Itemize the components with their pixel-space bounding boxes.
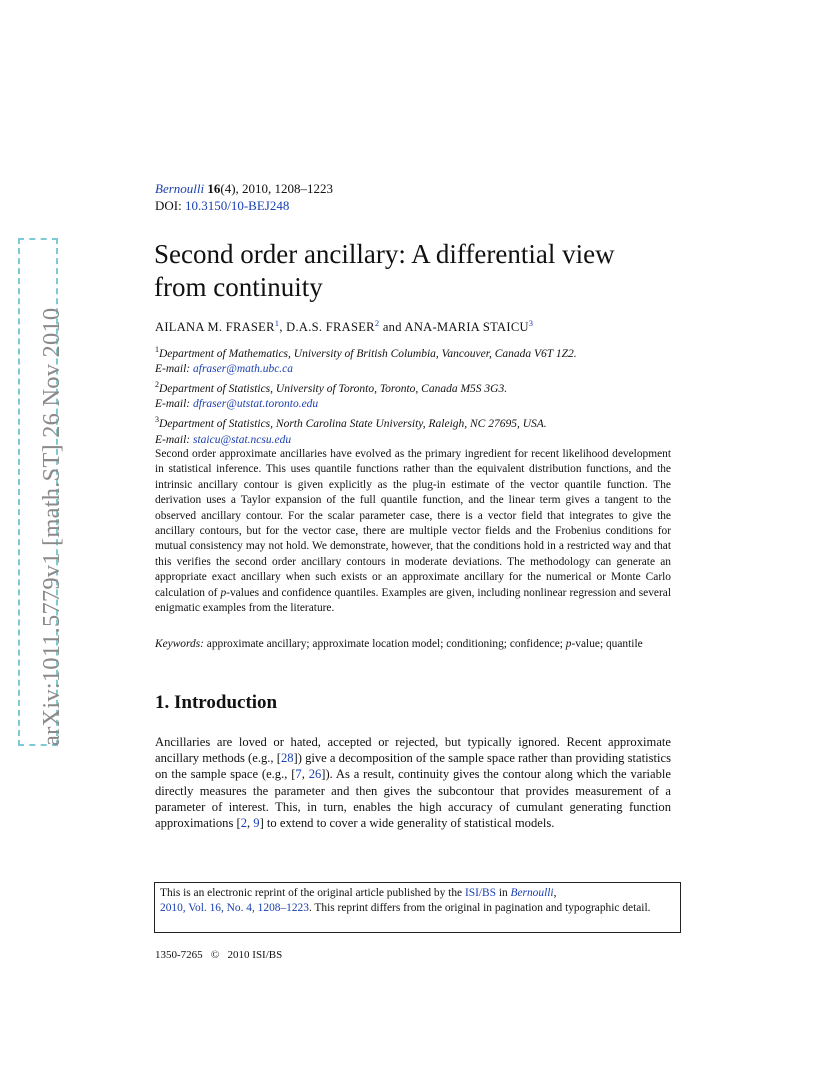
author-1-ref[interactable]: 1 bbox=[274, 318, 280, 328]
keywords-math-p: p bbox=[565, 638, 572, 650]
issn: 1350-7265 bbox=[155, 949, 203, 961]
paper-title-line1: Second order ancillary: A differential view bbox=[154, 239, 615, 269]
copyright-symbol: © bbox=[210, 949, 220, 961]
email-link[interactable]: afraser@math.ubc.ca bbox=[193, 363, 294, 376]
intro-text: ] to extend to cover a wide generality of statistical models. bbox=[259, 816, 555, 831]
affiliation-number: 1 bbox=[155, 345, 159, 354]
keywords bbox=[155, 637, 671, 652]
abstract-text: Second order approximate ancillaries have evolved as the primary ingredient for recent likelihood development in statistical inference. This uses quantile functions rather than the equivalent distribution functions, and the intrinsic ancillary contour is given explicitly as the plug-in estimate of the vector quantile function. The derivation uses a Taylor expansion of the full quantile function, and the linear term gives a tangent to the observed ancillary contour. For the scalar parameter case, there is a vector field that integrates to give the ancillary contours, but for the vector case, there are multiple vector fields and the Frobenius conditions for mutual consistency may not hold. We demonstrate, however, that the conditions hold in a restricted way and that this verifies the second order ancillary contours in moderate deviations. The methodology can generate an appropriate exact ancillary when such exists or an approximate ancillary for the numerical or Monte Carlo calculation of bbox=[155, 448, 671, 599]
journal-line bbox=[155, 180, 333, 197]
abstract-text: -values and confidence quantiles. Examples are given, including nonlinear regression and several enigmatic examples from the literature. bbox=[155, 586, 671, 615]
keywords-text: -value; quantile bbox=[571, 638, 643, 650]
journal-issue-pages: (4), 2010, 1208–1223 bbox=[220, 181, 334, 196]
reprint-text: . This reprint differs from the original in pagination and typographic detail. bbox=[308, 902, 651, 915]
affiliation-2 bbox=[155, 377, 577, 397]
reprint-notice bbox=[154, 882, 681, 933]
doi-label: DOI: bbox=[155, 198, 182, 213]
author-1: AILANA M. FRASER bbox=[155, 320, 275, 335]
affiliation-dept: Department of Mathematics, University of British Columbia, Vancouver, Canada V6T 1Z2. bbox=[159, 347, 577, 360]
email-link[interactable]: dfraser@utstat.toronto.edu bbox=[193, 398, 319, 411]
abstract-math-p: p bbox=[220, 586, 227, 599]
email-link[interactable]: staicu@stat.ncsu.edu bbox=[193, 433, 292, 446]
email-line-1 bbox=[155, 362, 577, 377]
affiliation-number: 3 bbox=[155, 415, 159, 425]
footer-copyright bbox=[155, 949, 282, 961]
abstract bbox=[155, 447, 671, 616]
email-line-2 bbox=[155, 397, 577, 412]
citation-link[interactable]: 26 bbox=[308, 767, 322, 782]
author-3-ref[interactable]: 3 bbox=[528, 318, 534, 328]
author-3: ANA-MARIA STAICU bbox=[404, 320, 529, 335]
intro-text: ]) give a decomposition of the sample space rather than providing statistics on the sample space (e.g., [ bbox=[155, 751, 671, 782]
email-label: E-mail: bbox=[155, 433, 194, 446]
journal-name-link[interactable]: Bernoulli bbox=[155, 181, 205, 196]
citation-link[interactable]: 7 bbox=[295, 767, 302, 782]
keywords-label: Keywords: bbox=[155, 638, 204, 650]
copyright-year-publisher: 2010 ISI/BS bbox=[227, 949, 283, 961]
doi-link[interactable]: 10.3150/10-BEJ248 bbox=[184, 198, 290, 213]
paper-title-line2: from continuity bbox=[154, 272, 323, 302]
section-heading: 1. Introduction bbox=[155, 692, 278, 713]
citation-link[interactable]: 2 bbox=[240, 816, 247, 831]
email-label: E-mail: bbox=[155, 398, 194, 411]
affiliation-1 bbox=[155, 342, 577, 362]
affiliations bbox=[155, 342, 577, 448]
email-label: E-mail: bbox=[155, 363, 194, 376]
citation-link[interactable]: 28 bbox=[280, 751, 294, 766]
journal-link[interactable]: Bernoulli bbox=[510, 887, 554, 899]
keywords-text: approximate ancillary; approximate location model; conditioning; confidence; bbox=[203, 638, 566, 650]
affiliation-dept: Department of Statistics, North Carolina State University, Raleigh, NC 27695, USA. bbox=[159, 418, 547, 431]
paper-title bbox=[154, 238, 714, 304]
affiliation-3 bbox=[155, 412, 577, 432]
reprint-text: , bbox=[553, 887, 557, 899]
author-separator: and bbox=[379, 320, 405, 335]
doi-line bbox=[155, 197, 333, 214]
intro-text: , bbox=[247, 816, 254, 831]
arxiv-stamp: arXiv:1011.5779v1 [math.ST] 26 Nov 2010 bbox=[38, 307, 65, 746]
author-list bbox=[155, 318, 533, 335]
journal-volume: 16 bbox=[207, 181, 221, 196]
affiliation-number: 2 bbox=[155, 380, 159, 390]
author-separator: , bbox=[279, 320, 287, 335]
intro-text: ]). As a result, continuity gives the contour along which the variable directly measures the parameter and then gives the subcontour that provides measurement of a parameter of interest. This, in turn, enables the high accuracy of cumulant generating function approximations [ bbox=[155, 767, 671, 831]
publisher-link[interactable]: ISI/BS bbox=[464, 887, 496, 899]
reprint-text: This is an electronic reprint of the original article published by the bbox=[160, 887, 465, 899]
intro-text: , bbox=[301, 767, 309, 782]
journal-citation bbox=[155, 180, 333, 214]
intro-text: Ancillaries are loved or hated, accepted or rejected, but typically ignored. Recent approximate ancillary methods (e.g., [ bbox=[155, 735, 671, 766]
citation-link[interactable]: 9 bbox=[253, 816, 260, 831]
email-line-3 bbox=[155, 433, 577, 448]
author-2-ref[interactable]: 2 bbox=[374, 318, 380, 328]
author-2: D.A.S. FRASER bbox=[286, 320, 375, 335]
reprint-text: in bbox=[495, 887, 511, 899]
intro-paragraph bbox=[155, 734, 671, 831]
affiliation-dept: Department of Statistics, University of Toronto, Toronto, Canada M5S 3G3. bbox=[159, 383, 508, 396]
article-link[interactable]: 2010, Vol. 16, No. 4, 1208–1223 bbox=[160, 902, 309, 915]
